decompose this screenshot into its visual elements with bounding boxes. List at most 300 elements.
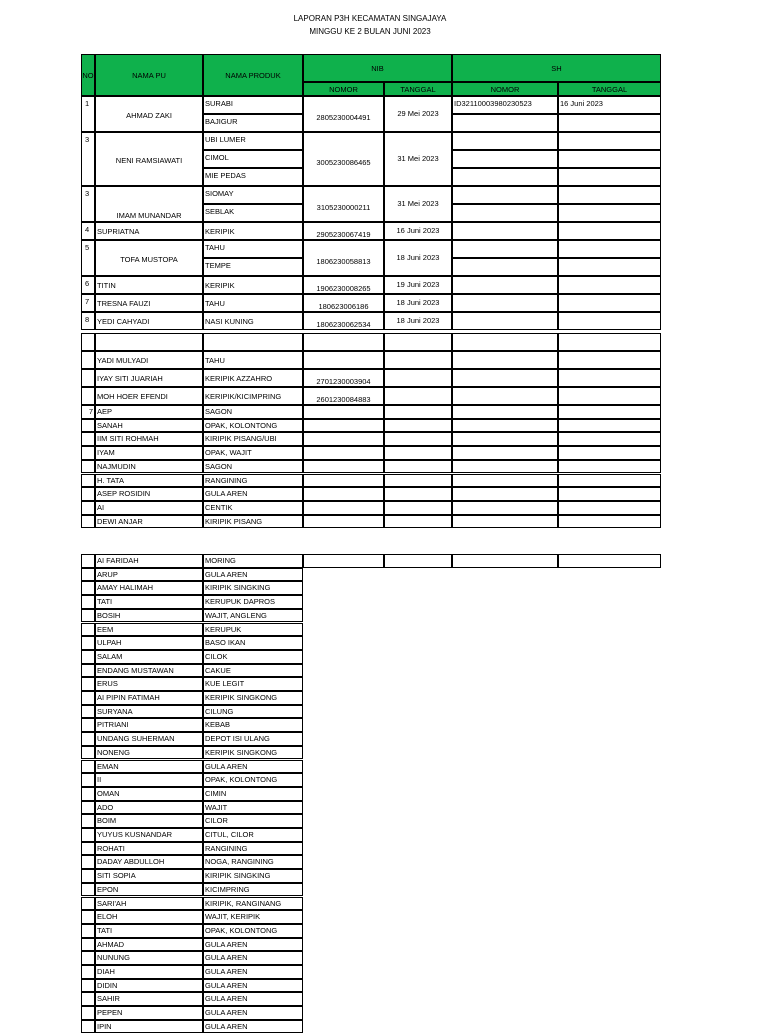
group-nib-tanggal-cell xyxy=(384,132,452,186)
lower-row-produk: WAJIT xyxy=(205,802,228,812)
lower-row-produk: KERUPUK DAPROS xyxy=(205,597,276,607)
small-row-nama-pu: DEWI ANJAR xyxy=(97,516,143,526)
small-row-no-cell xyxy=(81,515,95,529)
small-row-no-cell xyxy=(81,487,95,501)
small-row-produk-cell xyxy=(203,460,303,474)
group-produk-cell xyxy=(203,186,303,204)
lower-row-nama-pu: ULPAH xyxy=(97,638,122,648)
group-no-cell xyxy=(81,351,95,369)
group-produk-cell xyxy=(203,204,303,222)
group-produk: SEBLAK xyxy=(205,207,235,216)
lower-row-nama-pu-cell xyxy=(95,691,203,705)
group-nib-tanggal-cell xyxy=(384,333,452,351)
lower-row-no-cell xyxy=(81,568,95,582)
group-nib-nomor: 2905230067419 xyxy=(316,230,371,239)
lower-row-nama-pu-cell xyxy=(95,1006,203,1020)
small-row-sh-tanggal-cell xyxy=(558,487,661,501)
small-row-nib-tanggal-cell xyxy=(384,474,452,488)
group-nib-nomor-cell xyxy=(303,369,384,387)
group-sh-tanggal-cell xyxy=(558,369,661,387)
group-no: 3 xyxy=(85,189,90,198)
small-row-sh-tanggal-cell xyxy=(558,501,661,515)
lower-row-no-cell xyxy=(81,581,95,595)
group-produk-cell xyxy=(203,96,303,114)
lower-row-nama-pu: EEM xyxy=(97,624,114,634)
group-produk-cell xyxy=(203,276,303,294)
lower-row-no-cell xyxy=(81,992,95,1006)
lower-row-produk: KERUPUK xyxy=(205,624,242,634)
small-row-nib-tanggal-cell xyxy=(384,432,452,446)
lower-row-nama-pu: EPON xyxy=(97,884,119,894)
group-nib-tanggal-cell xyxy=(384,387,452,405)
lower-row-nama-pu: PITRIANI xyxy=(97,720,129,730)
small-row-nama-pu: AEP xyxy=(97,407,113,416)
small-row-sh-tanggal-cell xyxy=(558,419,661,433)
group-nib-nomor-cell xyxy=(303,132,384,186)
group-nama-pu: SUPRIATNA xyxy=(97,227,140,236)
lower-row-nama-pu-cell xyxy=(95,910,203,924)
group-nama-pu: TOFA MUSTOPA xyxy=(120,255,178,264)
lower-row-nama-pu-cell xyxy=(95,951,203,965)
lower-row-no-cell xyxy=(81,746,95,760)
lower-row-produk-cell xyxy=(203,951,303,965)
group-no-cell xyxy=(81,96,95,132)
small-row-nib-tanggal-cell xyxy=(384,515,452,529)
group-nib-nomor: 1806230058813 xyxy=(316,257,371,266)
lower-row-produk: MORING xyxy=(205,556,236,565)
lower-row-nama-pu-cell xyxy=(95,897,203,911)
lower-row-nib-nomor-cell xyxy=(303,554,384,568)
group-no: 4 xyxy=(85,225,90,234)
lower-row-nama-pu-cell xyxy=(95,965,203,979)
group-nib-nomor: 3105230000211 xyxy=(316,203,371,212)
lower-row-nama-pu: BOSIH xyxy=(97,610,121,620)
small-row-nama-pu: ASEP ROSIDIN xyxy=(97,489,151,499)
small-row-produk: RANGINING xyxy=(205,475,248,485)
small-row-no-cell xyxy=(81,419,95,433)
lower-row-produk: GULA AREN xyxy=(205,994,248,1004)
lower-row-produk-cell xyxy=(203,910,303,924)
group-produk-cell xyxy=(203,258,303,276)
small-row-sh-nomor-cell xyxy=(452,487,558,501)
lower-row-produk: CILOR xyxy=(205,816,228,826)
lower-row-produk: GULA AREN xyxy=(205,761,248,771)
lower-row-nama-pu: BOIM xyxy=(97,816,117,826)
header-sh-label: SH xyxy=(551,63,562,73)
group-nib-nomor: 2701230003904 xyxy=(316,377,371,386)
group-produk-cell xyxy=(203,351,303,369)
small-row-nama-pu: NAJMUDIN xyxy=(97,461,136,471)
lower-row-nama-pu: SURYANA xyxy=(97,706,133,716)
group-sh-tanggal-cell xyxy=(558,168,661,186)
lower-row-nama-pu-cell xyxy=(95,814,203,828)
lower-row-nama-pu: AI PIPIN FATIMAH xyxy=(97,693,160,702)
lower-row-produk-cell xyxy=(203,705,303,719)
group-produk-cell xyxy=(203,333,303,351)
small-row-produk: KIRIPIK PISANG xyxy=(205,516,263,526)
report-title: LAPORAN P3H KECAMATAN SINGAJAYA xyxy=(293,14,447,23)
lower-row-nama-pu: TATI xyxy=(97,597,113,607)
lower-row-nama-pu-cell xyxy=(95,623,203,637)
lower-row-nama-pu: TATI xyxy=(97,925,113,935)
group-produk: BAJIGUR xyxy=(205,117,238,126)
lower-row-nama-pu: YUYUS KUSNANDAR xyxy=(97,830,173,839)
small-row-nama-pu-cell xyxy=(95,515,203,529)
group-nib-tanggal: 18 Juni 2023 xyxy=(396,253,440,262)
group-no: 6 xyxy=(85,279,90,288)
group-nama-pu: IMAM MUNANDAR xyxy=(116,211,182,220)
group-nib-nomor-cell xyxy=(303,312,384,330)
lower-row-no-cell xyxy=(81,1006,95,1020)
group-produk: KERIPIK AZZAHRO xyxy=(205,374,273,383)
header-sh-nomor-label: NOMOR xyxy=(490,84,520,94)
small-row-nama-pu: IIM SITI ROHMAH xyxy=(97,434,159,444)
group-produk-cell xyxy=(203,132,303,150)
group-nib-tanggal-cell xyxy=(384,369,452,387)
header-sh-nomor xyxy=(452,82,558,96)
group-sh-tanggal-cell xyxy=(558,222,661,240)
lower-row-produk: KEBAB xyxy=(205,720,231,730)
header-no xyxy=(81,54,95,96)
lower-row-produk-cell xyxy=(203,568,303,582)
lower-row-no-cell xyxy=(81,691,95,705)
lower-row-nama-pu: II xyxy=(97,775,102,785)
group-produk-cell xyxy=(203,168,303,186)
lower-row-no-cell xyxy=(81,924,95,938)
lower-row-no-cell xyxy=(81,910,95,924)
small-row-no-cell xyxy=(81,460,95,474)
group-nama-pu: TRESNA FAUZI xyxy=(97,299,151,308)
lower-row-produk-cell xyxy=(203,650,303,664)
lower-row-produk-cell xyxy=(203,677,303,691)
lower-row-nama-pu-cell xyxy=(95,828,203,842)
group-sh-nomor-cell xyxy=(452,312,558,330)
small-row-sh-nomor-cell xyxy=(452,515,558,529)
small-row-sh-nomor-cell xyxy=(452,446,558,460)
lower-row-produk-cell xyxy=(203,938,303,952)
small-row-nib-nomor-cell xyxy=(303,515,384,529)
lower-row-produk-cell xyxy=(203,623,303,637)
group-nama-pu-cell xyxy=(95,96,203,132)
lower-row-produk-cell xyxy=(203,801,303,815)
lower-row-produk: GULA AREN xyxy=(205,1021,248,1031)
lower-row-no-cell xyxy=(81,664,95,678)
small-row-nama-pu-cell xyxy=(95,432,203,446)
lower-row-nama-pu-cell xyxy=(95,869,203,883)
small-row-nib-nomor-cell xyxy=(303,487,384,501)
small-row-produk: KIRIPIK PISANG/UBI xyxy=(205,434,277,444)
lower-row-produk: CILOK xyxy=(205,651,228,661)
lower-row-produk: GULA AREN xyxy=(205,967,248,976)
lower-row-no-cell xyxy=(81,705,95,719)
lower-row-produk-cell xyxy=(203,664,303,678)
group-sh-nomor-cell xyxy=(452,96,558,114)
lower-row-produk: GULA AREN xyxy=(205,980,248,990)
lower-row-produk: NOGA, RANGINING xyxy=(205,857,274,867)
group-nib-tanggal-cell xyxy=(384,276,452,294)
small-row-sh-tanggal-cell xyxy=(558,460,661,474)
small-row-nib-nomor-cell xyxy=(303,419,384,433)
lower-row-no-cell xyxy=(81,938,95,952)
small-row-sh-nomor-cell xyxy=(452,460,558,474)
lower-row-nama-pu: NONENG xyxy=(97,747,130,757)
group-produk: TAHU xyxy=(205,299,225,308)
group-no-cell xyxy=(81,276,95,294)
lower-row-produk-cell xyxy=(203,965,303,979)
lower-row-nama-pu-cell xyxy=(95,718,203,732)
group-no: 8 xyxy=(85,315,90,324)
small-row-nib-nomor-cell xyxy=(303,460,384,474)
group-nib-tanggal-cell xyxy=(384,96,452,132)
group-sh-tanggal-cell xyxy=(558,186,661,204)
group-sh-nomor-cell xyxy=(452,168,558,186)
group-nib-nomor-cell xyxy=(303,222,384,240)
lower-row-no-cell xyxy=(81,677,95,691)
small-row-nama-pu-cell xyxy=(95,405,203,419)
lower-row-nama-pu-cell xyxy=(95,883,203,897)
lower-row-nama-pu-cell xyxy=(95,595,203,609)
small-row-nib-tanggal-cell xyxy=(384,501,452,515)
group-produk: TEMPE xyxy=(205,261,231,270)
header-nib xyxy=(303,54,452,82)
header-nib-tanggal xyxy=(384,82,452,96)
group-nib-nomor: 1906230008265 xyxy=(316,284,371,293)
group-nib-tanggal: 31 Mei 2023 xyxy=(397,154,439,163)
lower-row-produk: WAJIT, ANGLENG xyxy=(205,610,267,620)
lower-row-produk-cell xyxy=(203,746,303,760)
small-row-nib-nomor-cell xyxy=(303,474,384,488)
lower-row-nama-pu: ROHATI xyxy=(97,843,125,853)
group-nama-pu-cell xyxy=(95,240,203,276)
group-nib-nomor: 180623006186 xyxy=(318,302,369,311)
small-row-nama-pu-cell xyxy=(95,460,203,474)
group-nama-pu-cell xyxy=(95,222,203,240)
lower-row-nama-pu: SITI SOPIA xyxy=(97,871,136,881)
header-nib-tanggal-label: TANGGAL xyxy=(400,84,436,94)
lower-row-produk-cell xyxy=(203,855,303,869)
lower-row-produk-cell xyxy=(203,814,303,828)
small-row-no-cell xyxy=(81,432,95,446)
lower-row-nama-pu-cell xyxy=(95,787,203,801)
group-no: 7 xyxy=(85,297,90,306)
lower-row-produk-cell xyxy=(203,732,303,746)
header-nama-pu-label: NAMA PU xyxy=(132,70,166,80)
lower-row-produk: KIRIPIK, RANGINANG xyxy=(205,898,282,908)
lower-row-produk-cell xyxy=(203,773,303,787)
lower-row-produk-cell xyxy=(203,842,303,856)
lower-row-nama-pu: AI FARIDAH xyxy=(97,556,139,565)
group-sh-tanggal-cell xyxy=(558,204,661,222)
small-row-produk-cell xyxy=(203,446,303,460)
group-sh-tanggal-cell xyxy=(558,258,661,276)
lower-row-nama-pu: ENDANG MUSTAWAN xyxy=(97,665,174,675)
small-row-sh-nomor-cell xyxy=(452,419,558,433)
lower-row-nama-pu: PEPEN xyxy=(97,1008,123,1018)
small-row-produk-cell xyxy=(203,487,303,501)
lower-row-produk-cell xyxy=(203,636,303,650)
group-no-cell xyxy=(81,333,95,351)
lower-row-nama-pu-cell xyxy=(95,609,203,623)
lower-row-produk-cell xyxy=(203,609,303,623)
small-row-nama-pu-cell xyxy=(95,419,203,433)
lower-row-nama-pu: ELOH xyxy=(97,912,118,922)
group-nama-pu-cell xyxy=(95,276,203,294)
lower-row-produk: GULA AREN xyxy=(205,1008,248,1018)
group-sh-nomor-cell xyxy=(452,204,558,222)
group-nib-nomor-cell xyxy=(303,294,384,312)
lower-row-produk-cell xyxy=(203,787,303,801)
lower-row-no-cell xyxy=(81,869,95,883)
group-produk-cell xyxy=(203,387,303,405)
group-nib-nomor: 1806230062534 xyxy=(316,320,371,329)
group-produk: SURABI xyxy=(205,99,233,108)
small-row-nama-pu-cell xyxy=(95,446,203,460)
lower-row-nama-pu-cell xyxy=(95,760,203,774)
group-nama-pu-cell xyxy=(95,387,203,405)
group-nib-tanggal-cell xyxy=(384,351,452,369)
group-nama-pu: YADI MULYADI xyxy=(97,356,149,365)
lower-row-no-cell xyxy=(81,979,95,993)
group-sh-nomor-cell xyxy=(452,222,558,240)
small-row-nama-pu: AI xyxy=(97,502,105,512)
small-row-produk-cell xyxy=(203,515,303,529)
small-row-nama-pu-cell xyxy=(95,501,203,515)
small-row-sh-tanggal-cell xyxy=(558,474,661,488)
lower-row-nama-pu: AHMAD xyxy=(97,939,125,949)
lower-row-no-cell xyxy=(81,965,95,979)
small-row-nib-tanggal-cell xyxy=(384,419,452,433)
group-sh-tanggal-cell xyxy=(558,132,661,150)
small-row-nama-pu-cell xyxy=(95,487,203,501)
lower-row-produk: KERIPIK SINGKONG xyxy=(205,747,278,757)
group-sh-tanggal: 16 Juni 2023 xyxy=(560,99,603,108)
group-produk-cell xyxy=(203,222,303,240)
small-row-nib-nomor-cell xyxy=(303,405,384,419)
lower-row-produk: KERIPIK SINGKONG xyxy=(205,693,278,702)
group-produk: KERIPIK/KICIMPRING xyxy=(205,392,282,401)
lower-row-nama-pu-cell xyxy=(95,801,203,815)
header-nib-label: NIB xyxy=(371,63,384,73)
group-sh-nomor-cell xyxy=(452,351,558,369)
lower-row-nama-pu: IPIN xyxy=(97,1021,112,1031)
group-produk-cell xyxy=(203,240,303,258)
lower-row-produk-cell xyxy=(203,581,303,595)
group-sh-nomor-cell xyxy=(452,240,558,258)
small-row-sh-tanggal-cell xyxy=(558,515,661,529)
small-row-produk: GULA AREN xyxy=(205,489,248,499)
group-nib-tanggal-cell xyxy=(384,240,452,276)
lower-row-produk: OPAK, KOLONTONG xyxy=(205,925,278,935)
lower-row-produk-cell xyxy=(203,554,303,568)
group-nib-nomor-cell xyxy=(303,276,384,294)
lower-row-nama-pu: SARI'AH xyxy=(97,898,127,908)
lower-row-no-cell xyxy=(81,842,95,856)
small-row-no-cell xyxy=(81,446,95,460)
small-row-nama-pu: SANAH xyxy=(97,420,123,430)
small-row-produk-cell xyxy=(203,432,303,446)
lower-row-no-cell xyxy=(81,636,95,650)
lower-row-no-cell xyxy=(81,623,95,637)
lower-row-nama-pu: ADO xyxy=(97,802,114,812)
group-sh-nomor-cell xyxy=(452,333,558,351)
lower-row-produk: KIRIPIK SINGKING xyxy=(205,871,271,881)
lower-row-nib-tanggal-cell xyxy=(384,554,452,568)
lower-row-nama-pu-cell xyxy=(95,924,203,938)
small-row-produk: OPAK, WAJIT xyxy=(205,448,252,458)
group-no-cell xyxy=(81,186,95,222)
lower-row-nama-pu-cell xyxy=(95,938,203,952)
lower-row-produk: CITUL, CILOR xyxy=(205,830,254,839)
group-nama-pu-cell xyxy=(95,312,203,330)
small-row-produk-cell xyxy=(203,419,303,433)
small-row-produk: SAGON xyxy=(205,461,233,471)
lower-row-produk-cell xyxy=(203,924,303,938)
group-nama-pu-cell xyxy=(95,333,203,351)
lower-row-produk: CAKUE xyxy=(205,665,231,675)
report-subtitle: MINGGU KE 2 BULAN JUNI 2023 xyxy=(309,27,431,36)
group-sh-nomor-cell xyxy=(452,114,558,132)
lower-row-nama-pu: EMAN xyxy=(97,761,119,771)
lower-row-nama-pu-cell xyxy=(95,677,203,691)
lower-row-produk-cell xyxy=(203,869,303,883)
group-sh-nomor-cell xyxy=(452,258,558,276)
lower-row-no-cell xyxy=(81,760,95,774)
small-row-sh-nomor-cell xyxy=(452,474,558,488)
group-produk-cell xyxy=(203,114,303,132)
lower-row-nama-pu-cell xyxy=(95,746,203,760)
group-produk: TAHU xyxy=(205,356,225,365)
small-row-nib-nomor-cell xyxy=(303,432,384,446)
group-sh-tanggal-cell xyxy=(558,96,661,114)
lower-row-nama-pu: DIAH xyxy=(97,967,115,976)
group-no: 3 xyxy=(85,135,90,144)
lower-row-produk-cell xyxy=(203,1006,303,1020)
lower-row-produk-cell xyxy=(203,979,303,993)
group-no-cell xyxy=(81,294,95,312)
lower-row-no-cell xyxy=(81,595,95,609)
group-sh-tanggal-cell xyxy=(558,312,661,330)
small-row-sh-tanggal-cell xyxy=(558,405,661,419)
group-produk: MIE PEDAS xyxy=(205,171,246,180)
group-sh-nomor-cell xyxy=(452,276,558,294)
group-sh-nomor-cell xyxy=(452,132,558,150)
group-nib-nomor-cell xyxy=(303,96,384,132)
group-nama-pu: AHMAD ZAKI xyxy=(126,111,172,120)
lower-row-produk: KICIMPRING xyxy=(205,884,250,894)
lower-row-sh-tanggal-cell xyxy=(558,554,661,568)
small-row-nama-pu: IYAM xyxy=(97,448,115,458)
group-sh-tanggal-cell xyxy=(558,294,661,312)
small-row-sh-nomor-cell xyxy=(452,501,558,515)
lower-row-no-cell xyxy=(81,609,95,623)
small-row-nib-tanggal-cell xyxy=(384,405,452,419)
group-nib-tanggal: 29 Mei 2023 xyxy=(397,109,439,118)
header-nib-nomor-label: NOMOR xyxy=(329,84,358,94)
group-produk: KERIPIK xyxy=(205,281,235,290)
lower-row-nama-pu-cell xyxy=(95,1020,203,1033)
lower-row-produk-cell xyxy=(203,1020,303,1033)
lower-row-nama-pu-cell xyxy=(95,979,203,993)
group-nib-nomor-cell xyxy=(303,351,384,369)
small-row-produk-cell xyxy=(203,405,303,419)
group-sh-nomor-cell xyxy=(452,369,558,387)
lower-row-nama-pu: AMAY HALIMAH xyxy=(97,583,153,593)
header-nama-pu xyxy=(95,54,203,96)
group-no-cell xyxy=(81,222,95,240)
header-sh-tanggal-label: TANGGAL xyxy=(591,84,628,94)
lower-row-produk: OPAK, KOLONTONG xyxy=(205,775,278,785)
group-nama-pu: NENI RAMSIAWATI xyxy=(115,156,183,165)
